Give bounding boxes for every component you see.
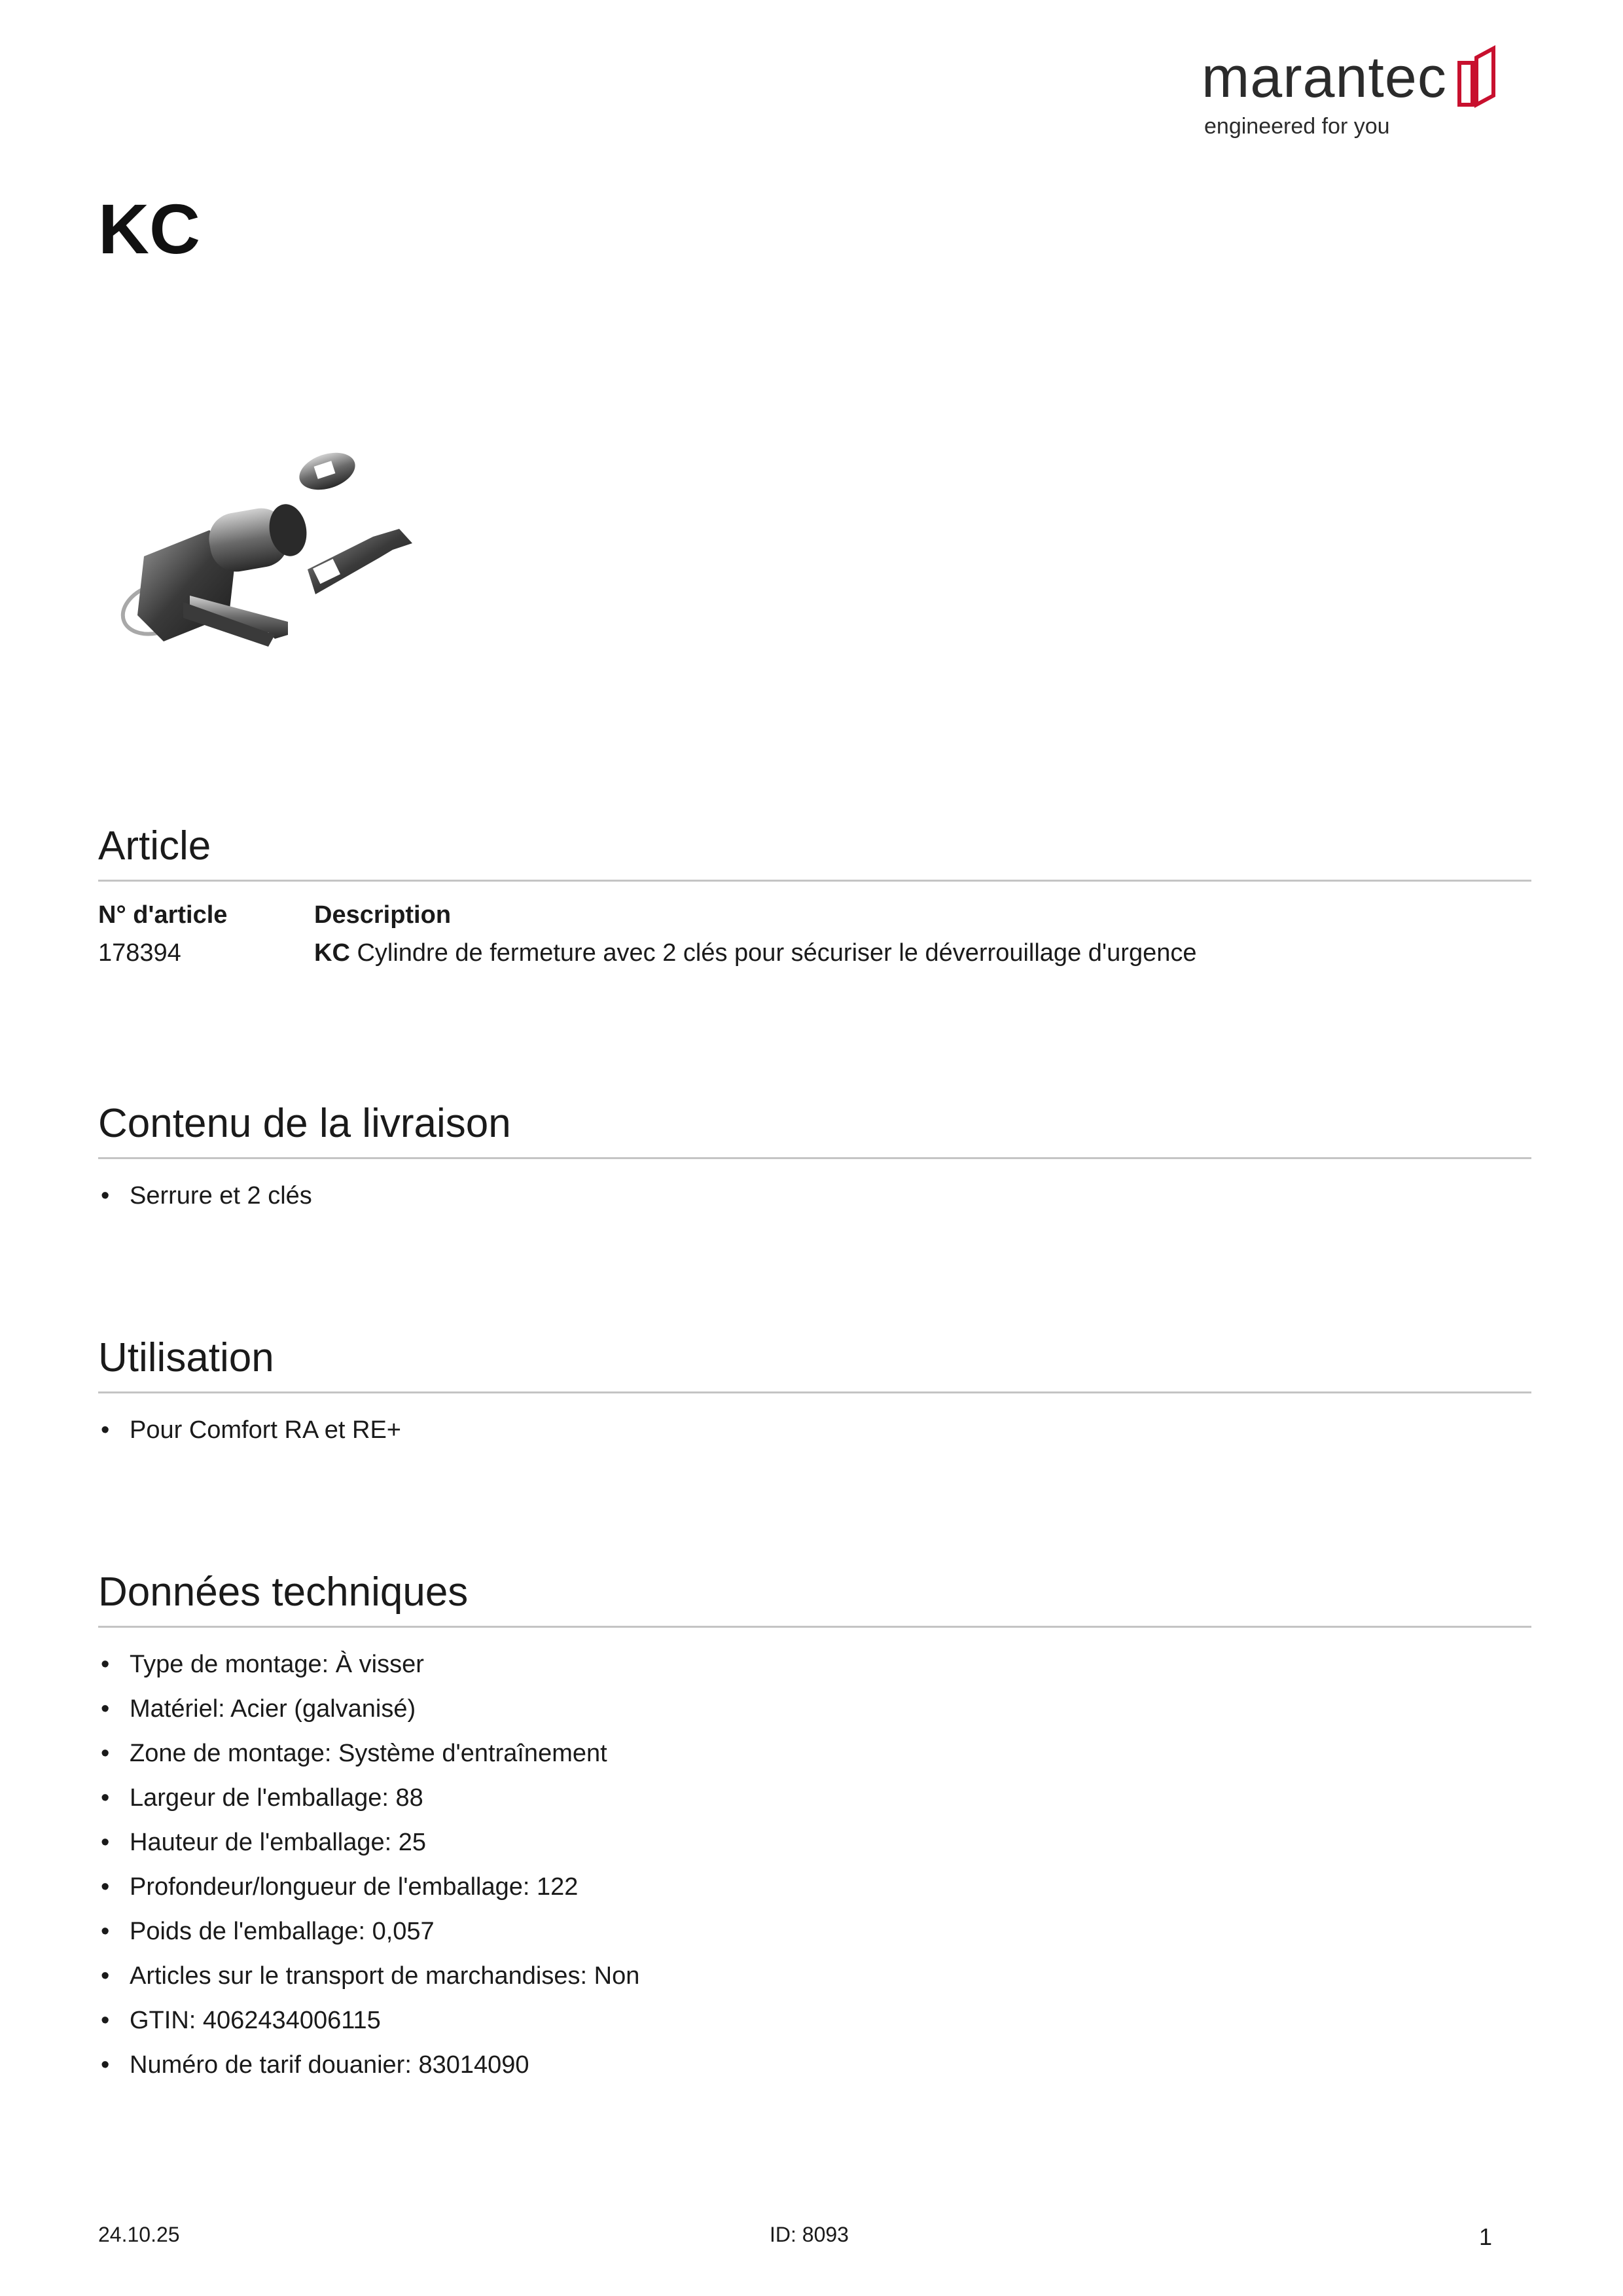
- list-item: • Articles sur le transport de marchandises: Non: [98, 1954, 1531, 1998]
- usage-section: [98, 1335, 1531, 1452]
- brand-tagline: engineered for you: [1204, 114, 1390, 139]
- technical-heading: Données techniques: [98, 1572, 1531, 1628]
- brand-name: marantec: [1202, 45, 1447, 109]
- footer-date: 24.10.25: [98, 2223, 180, 2246]
- usage-heading: Utilisation: [98, 1338, 1531, 1393]
- article-heading: Article: [98, 826, 1531, 882]
- article-description: [314, 934, 1531, 972]
- list-item: • Matériel: Acier (galvanisé): [98, 1687, 1531, 1731]
- list-item: • Pour Comfort RA et RE+: [98, 1408, 1531, 1452]
- article-description-text: Cylindre de fermeture avec 2 clés pour sécuriser le déverrouillage d'urgence: [357, 939, 1197, 967]
- article-number: 178394: [98, 939, 181, 967]
- brand-logo: [1202, 42, 1503, 147]
- list-item: • Poids de l'emballage: 0,057: [98, 1909, 1531, 1954]
- technical-section: [98, 1572, 1531, 2087]
- description-header: Description: [314, 901, 452, 929]
- table-row: [98, 934, 1531, 972]
- page-title: KC: [98, 189, 200, 268]
- article-number-header: N° d'article: [98, 901, 228, 929]
- delivery-section: [98, 1103, 1531, 1218]
- list-item: • Hauteur de l'emballage: 25: [98, 1820, 1531, 1865]
- marantec-door-mark-icon: [1455, 45, 1497, 110]
- table-header-row: [98, 896, 1531, 934]
- article-section: [98, 823, 1531, 972]
- list-item: • Zone de montage: Système d'entraînement: [98, 1731, 1531, 1776]
- list-item: • Largeur de l'emballage: 88: [98, 1776, 1531, 1820]
- lock-cylinder-with-keys-photo: [111, 445, 465, 668]
- list-item: • Numéro de tarif douanier: 83014090: [98, 2043, 1531, 2087]
- list-item: • Profondeur/longueur de l'emballage: 122: [98, 1865, 1531, 1909]
- technical-list: [98, 1642, 1531, 2087]
- list-item: • GTIN: 4062434006115: [98, 1998, 1531, 2043]
- usage-list: [98, 1408, 1531, 1452]
- list-item: • Type de montage: À visser: [98, 1642, 1531, 1687]
- delivery-list: [98, 1174, 1531, 1218]
- article-description-code: KC: [314, 939, 350, 967]
- article-table: [98, 896, 1531, 972]
- delivery-heading: Contenu de la livraison: [98, 1103, 1531, 1159]
- footer-id: ID: 8093: [770, 2223, 849, 2246]
- list-item: • Serrure et 2 clés: [98, 1174, 1531, 1218]
- page-number: 1: [1479, 2223, 1493, 2250]
